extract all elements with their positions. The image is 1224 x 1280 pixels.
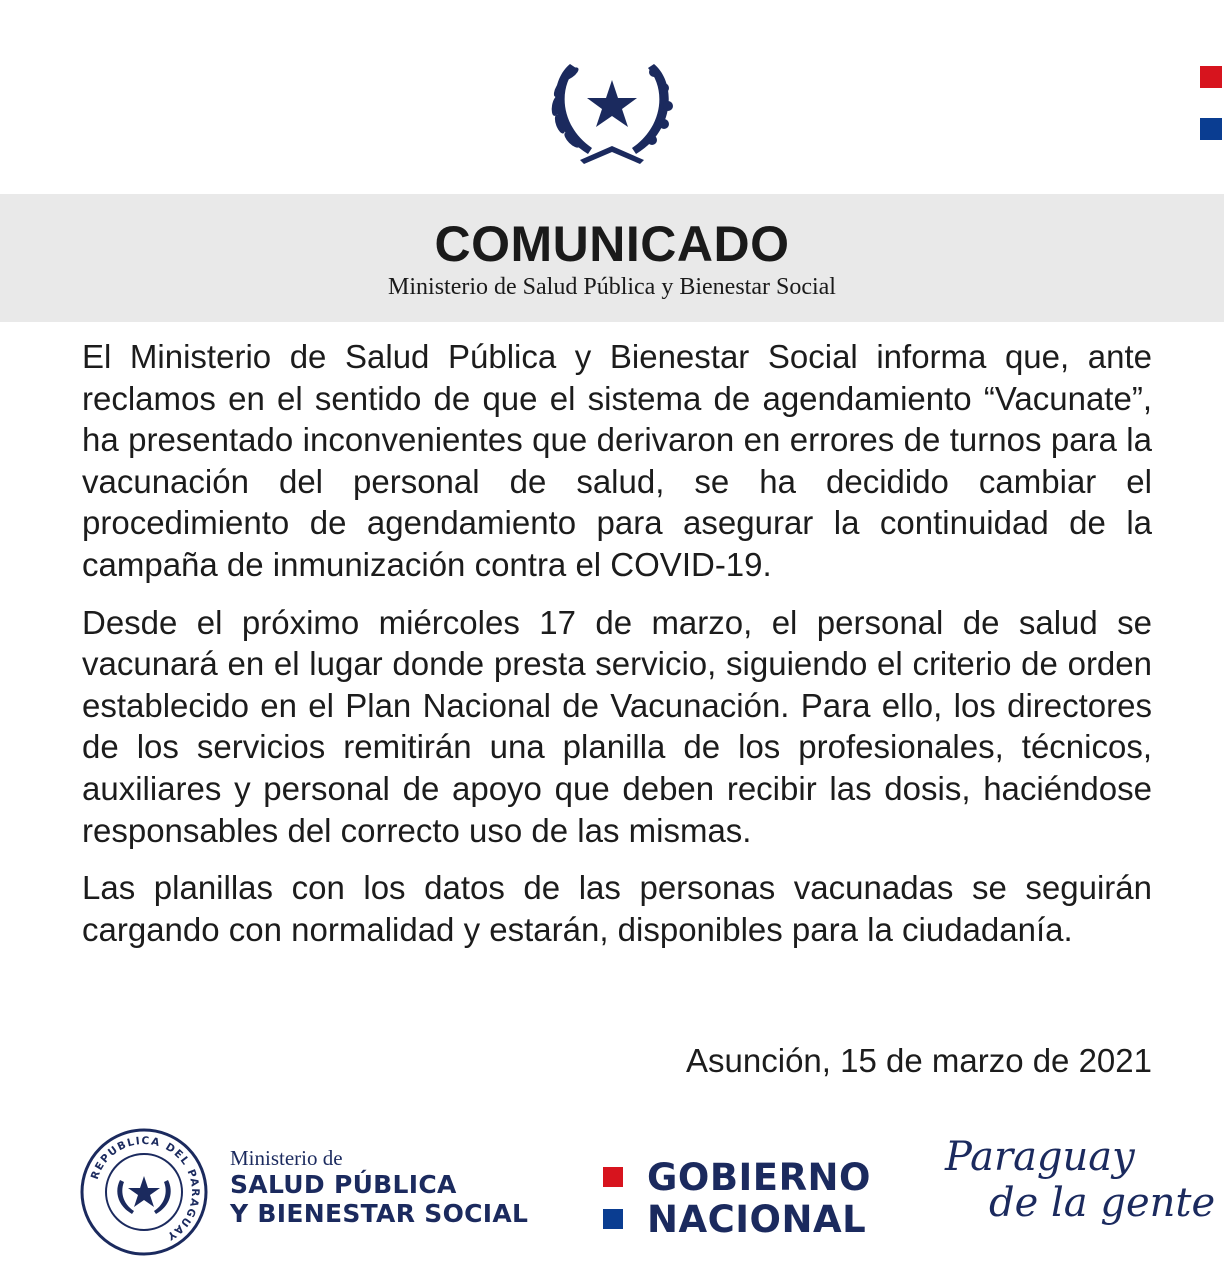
- date-line: Asunción, 15 de marzo de 2021: [686, 1042, 1152, 1079]
- svg-text:REPUBLICA DEL PARAGUAY: REPUBLICA DEL PARAGUAY: [88, 1134, 202, 1243]
- page-title: COMUNICADO: [434, 216, 790, 272]
- red-square-icon: [603, 1167, 623, 1187]
- slogan-logo: [945, 1134, 1215, 1226]
- ministry-small: Ministerio de: [230, 1146, 343, 1170]
- laurel-star-seal-icon: [540, 42, 684, 170]
- ministry-line1: SALUD PÚBLICA: [230, 1170, 457, 1199]
- header-band: [0, 194, 1224, 322]
- paragraph-3: Las planillas con los datos de las personas vacunadas se seguirán cargando con normalidad y estarán, disponibles para la ciudadanía.: [82, 869, 1152, 948]
- blue-square-icon: [603, 1209, 623, 1229]
- paragraph-2: Desde el próximo miércoles 17 de marzo, el personal de salud se vacunará en el lugar donde presta servicio, siguiendo el criterio de orden establecido en el Plan Nacional de Vacunación. Para ello, los directores de los servicios remitirán una planilla de los profesionales, técnicos, auxiliares y personal de apoyo que deben recibir las dosis, haciéndose responsables del correcto uso de las mismas.: [82, 603, 1152, 849]
- footer-logos: [0, 1120, 1224, 1270]
- ministry-logo: [230, 1146, 528, 1228]
- page-subtitle: Ministerio de Salud Pública y Bienestar Social: [388, 274, 836, 300]
- flag-squares-icon: [1200, 66, 1222, 170]
- blue-square: [1200, 118, 1222, 140]
- communique-body: [82, 336, 1152, 966]
- gobierno-line1: GOBIERNO: [647, 1155, 871, 1199]
- slogan-line1: Paraguay: [945, 1134, 1135, 1180]
- republic-seal-icon: [80, 1128, 208, 1256]
- gobierno-line2: NACIONAL: [647, 1197, 867, 1241]
- ministry-line2: Y BIENESTAR SOCIAL: [230, 1199, 529, 1228]
- slogan-line2: de la gente: [989, 1180, 1216, 1226]
- paragraph-1: El Ministerio de Salud Pública y Bienestar Social informa que, ante reclamos en el sentido de que el sistema de agendamiento “Vacunate”, ha presentado inconvenientes que derivaron en errores de turnos para la vacunación del personal de salud, se ha decidido cambiar el procedimiento de agendamiento para asegurar la continuidad de la campaña de inmunización contra el COVID-19.: [82, 338, 1152, 583]
- gobierno-nacional-logo: [603, 1156, 871, 1240]
- red-square: [1200, 66, 1222, 88]
